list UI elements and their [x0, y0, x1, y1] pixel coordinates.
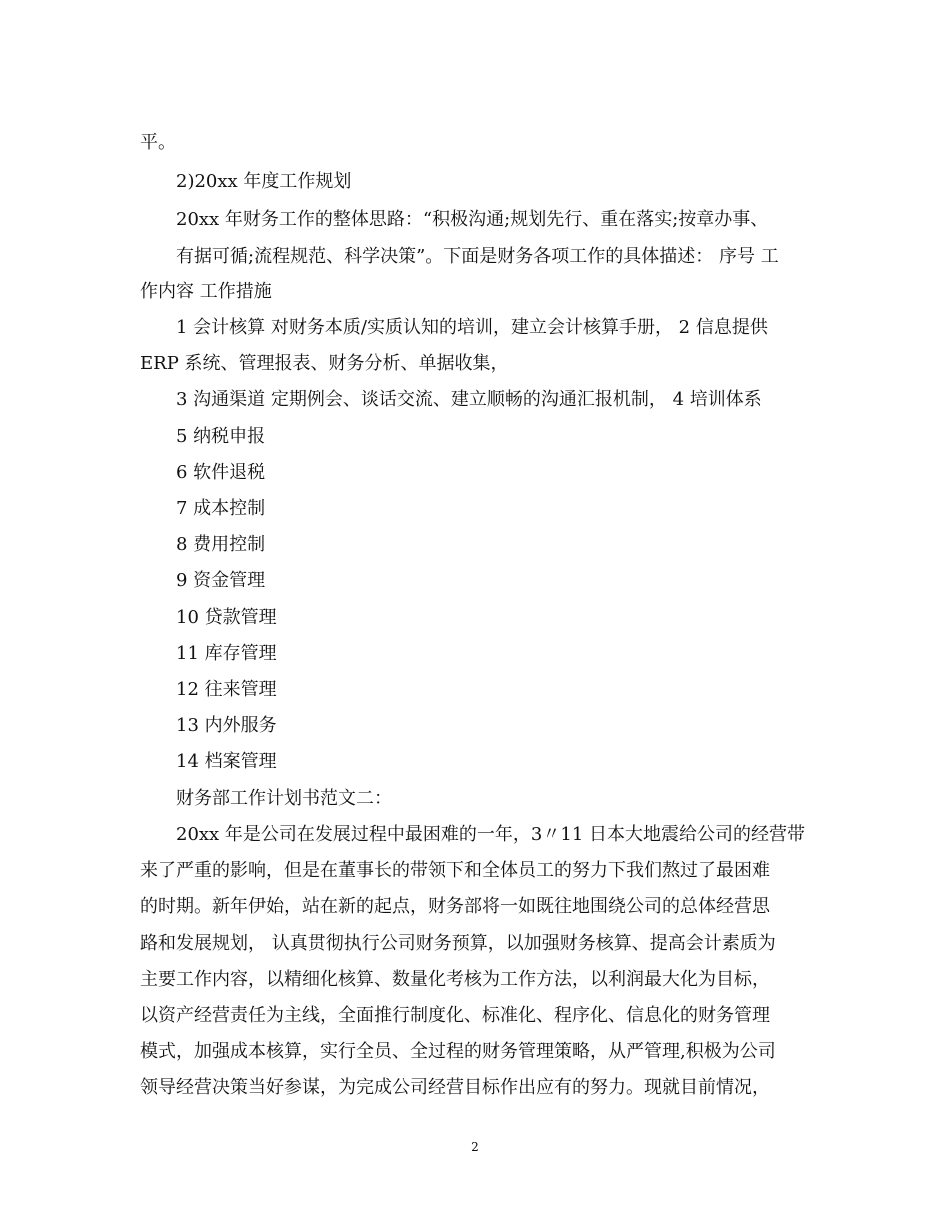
list-item: 12 往来管理 — [176, 679, 277, 700]
text-line: ERP 系统、管理报表、财务分析、单据收集， — [140, 353, 509, 374]
text-line: 领导经营决策当好参谋，为完成公司经营目标作出应有的努力。现就目前情况， — [140, 1077, 770, 1098]
text-line: 模式，加强成本核算，实行全员、全过程的财务管理策略，从严管理,积极为公司 — [140, 1041, 776, 1062]
list-item: 10 贷款管理 — [176, 607, 277, 628]
list-item: 9 资金管理 — [176, 570, 266, 591]
list-item: 5 纳税申报 — [176, 426, 266, 447]
list-item: 11 库存管理 — [176, 643, 277, 664]
page-number: 2 — [471, 1140, 479, 1154]
section-heading: 财务部工作计划书范文二： — [176, 788, 392, 809]
text-line: 主要工作内容，以精细化核算、数量化考核为工作方法，以利润最大化为目标， — [140, 969, 770, 990]
list-item: 7 成本控制 — [176, 498, 266, 519]
section-heading: 2)20xx 年度工作规划 — [176, 171, 352, 192]
text-line: 20xx 年财务工作的整体思路：“积极沟通;规划先行、重在落实;按章办事、 — [176, 209, 769, 230]
list-item: 6 软件退税 — [176, 462, 266, 483]
text-line: 路和发展规划， 认真贯彻执行公司财务预算，以加强财务核算、提高会计素质为 — [140, 933, 776, 954]
text-line: 有据可循;流程规范、科学决策”。下面是财务各项工作的具体描述： 序号 工 — [176, 246, 779, 267]
text-line: 以资产经营责任为主线，全面推行制度化、标准化、程序化、信息化的财务管理 — [140, 1005, 770, 1026]
text-line: 的时期。新年伊始，站在新的起点，财务部将一如既往地围绕公司的总体经营思 — [140, 896, 770, 917]
text-line: 作内容 工作措施 — [140, 281, 272, 302]
text-line: 平。 — [140, 132, 176, 153]
list-item: 8 费用控制 — [176, 534, 266, 555]
list-item: 14 档案管理 — [176, 751, 277, 772]
text-line: 来了严重的影响，但是在董事长的带领下和全体员工的努力下我们熬过了最困难 — [140, 860, 770, 881]
list-item: 13 内外服务 — [176, 715, 277, 736]
text-line: 1 会计核算 对财务本质/实质认知的培训，建立会计核算手册， 2 信息提供 — [176, 317, 768, 338]
text-line: 20xx 年是公司在发展过程中最困难的一年，3〃11 日本大地震给公司的经营带 — [176, 824, 806, 845]
text-line: 3 沟通渠道 定期例会、谈话交流、建立顺畅的沟通汇报机制， 4 培训体系 — [176, 389, 762, 410]
